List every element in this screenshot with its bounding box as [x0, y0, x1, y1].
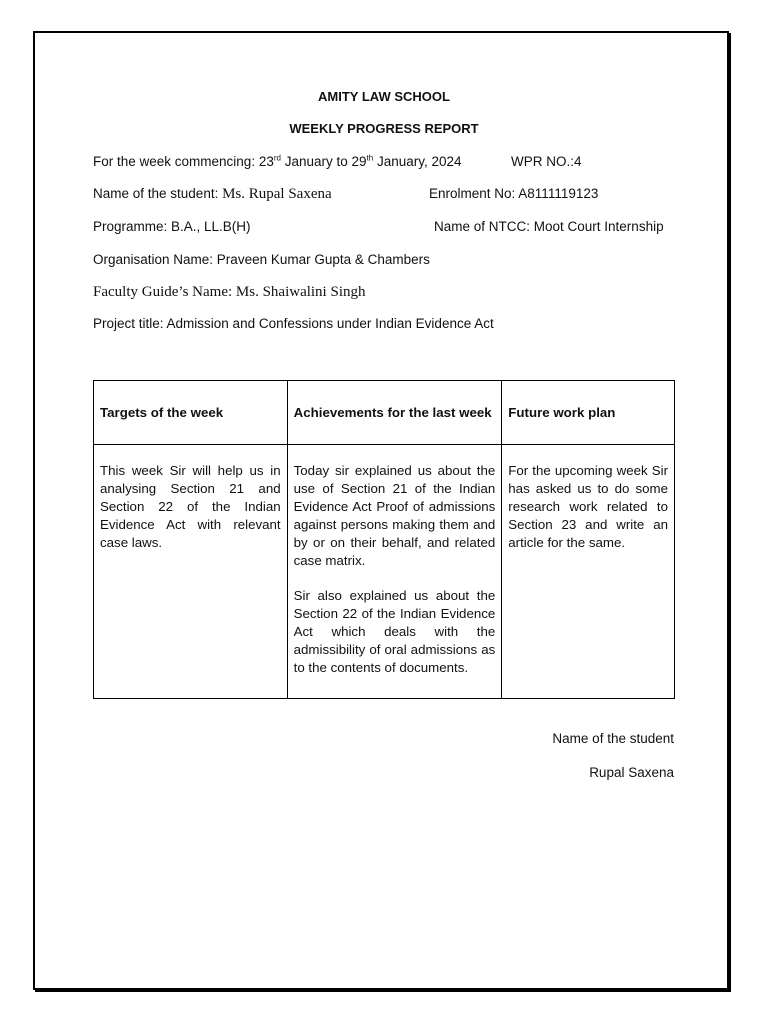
school-title: AMITY LAW SCHOOL: [318, 89, 450, 104]
student-name-label: Name of the student:: [93, 186, 223, 201]
achievements-para-1: Today sir explained us about the use of Section 21 of the Indian Evidence Act Proof of admissions against persons making them and by or on their behalf, and related case matrix.: [293, 463, 496, 568]
future-plan-text: For the upcoming week Sir has asked us to do some research work related to Section 23 and write an article for the same.: [508, 463, 668, 550]
progress-table: [93, 380, 675, 699]
student-name-value: Ms. Rupal Saxena: [222, 186, 332, 202]
cell-future-plan: [502, 445, 675, 699]
table-header-row: [94, 381, 675, 445]
wpr-number: WPR NO.:4: [511, 154, 582, 169]
week-line: [93, 154, 462, 169]
header-achievements: Achievements for the last week: [287, 381, 502, 445]
programme: Programme: B.A., LL.B(H): [93, 219, 251, 234]
table-row: [94, 445, 675, 699]
achievements-para-2: Sir also explained us about the Section 22 of the Indian Evidence Act which deals with the admissibility of oral admissions as to the contents of documents.: [293, 588, 496, 675]
organisation-name: Organisation Name: Praveen Kumar Gupta & Chambers: [93, 252, 430, 267]
cell-achievements: [287, 445, 502, 699]
signature-label: Name of the student: [552, 731, 674, 746]
week-prefix: For the week commencing: 23: [93, 154, 274, 169]
header-targets: Targets of the week: [94, 381, 288, 445]
week-end-sup: th: [366, 153, 374, 163]
signature-name: Rupal Saxena: [589, 765, 674, 780]
week-start-sup: rd: [273, 153, 281, 163]
header-future-plan: Future work plan: [502, 381, 675, 445]
enrolment-number: Enrolment No: A8111119123: [429, 186, 599, 201]
project-title: Project title: Admission and Confessions under Indian Evidence Act: [93, 316, 494, 331]
student-name-line: [93, 186, 332, 203]
ntcc-name: Name of NTCC: Moot Court Internship: [434, 219, 664, 234]
faculty-guide: Faculty Guide’s Name: Ms. Shaiwalini Singh: [93, 284, 366, 300]
report-title: WEEKLY PROGRESS REPORT: [289, 121, 479, 136]
week-suffix: January, 2024: [373, 154, 462, 169]
cell-targets: [94, 445, 288, 699]
week-middle: January to 29: [280, 154, 367, 169]
targets-text: This week Sir will help us in analysing Section 21 and Section 22 of the Indian Evidence Act with relevant case laws.: [100, 463, 281, 550]
